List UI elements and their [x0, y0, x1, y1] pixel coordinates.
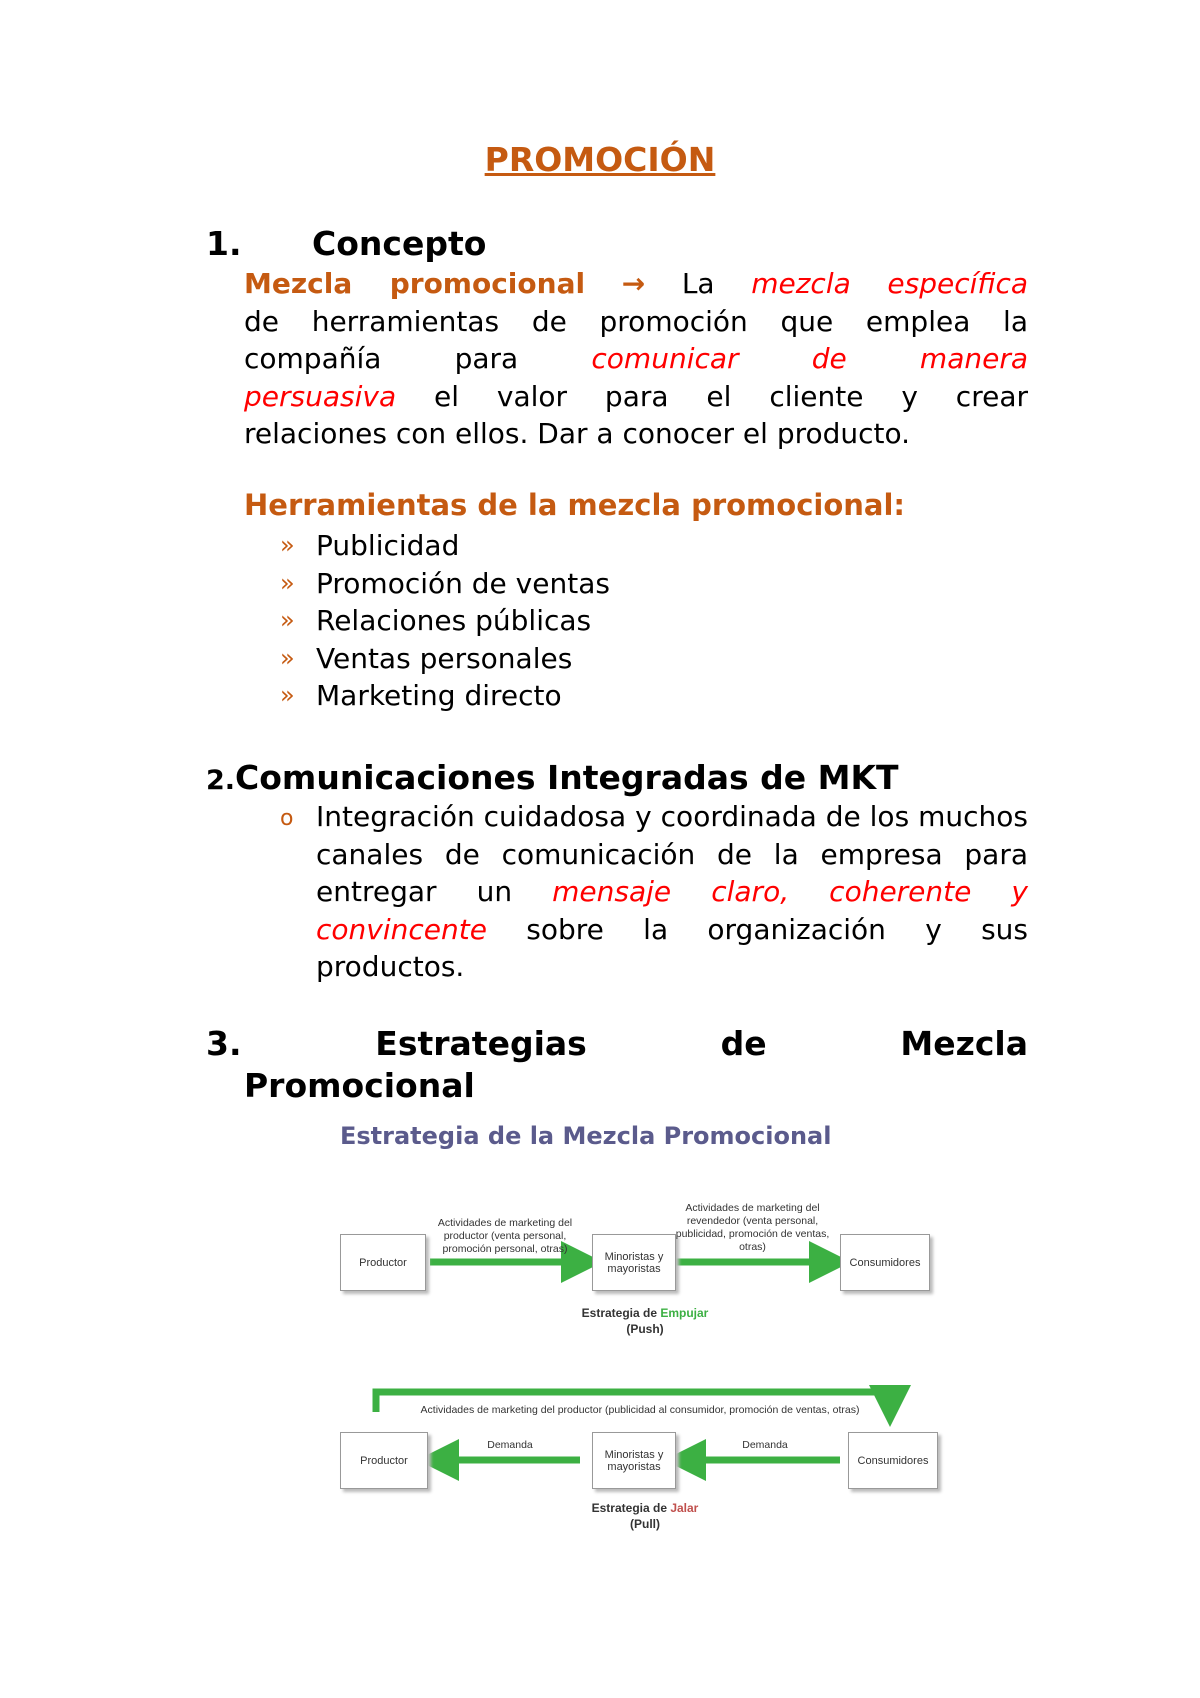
pull-caption-word: Jalar	[670, 1501, 699, 1515]
imc-definition	[280, 798, 1028, 986]
circle-bullet-icon: o	[280, 806, 294, 831]
pull-caption-paren: (Pull)	[630, 1517, 660, 1531]
pull-demand-2: Demanda	[742, 1439, 788, 1451]
push-label-2: Actividades de marketing del revendedor (venta personal, publicidad, promoción de ventas, otras)	[675, 1202, 830, 1253]
arrow-right-icon: →	[621, 267, 646, 300]
concept-text: La	[681, 267, 752, 300]
page-title: PROMOCIÓN	[484, 140, 716, 179]
concept-line-5	[244, 415, 1028, 453]
push-caption-word: Empujar	[660, 1306, 709, 1320]
concept-text: relaciones con ellos. Dar a conocer el producto.	[244, 417, 911, 450]
list-item-label: Marketing directo	[316, 679, 562, 712]
concept-highlight: mezcla específica	[751, 267, 1029, 300]
section-3-word: Estrategias	[375, 1024, 587, 1063]
section-1-number: 1.	[206, 224, 242, 263]
concept-text: de herramientas de promoción que emplea la	[244, 305, 1028, 338]
concept-line-1	[244, 265, 1028, 303]
pull-consumers-box: Consumidores	[848, 1432, 938, 1489]
imc-highlight: mensaje claro, coherente y convincente	[316, 875, 1028, 946]
section-3-number: 3.	[206, 1024, 242, 1063]
imc-text	[316, 798, 1028, 986]
bullet-icon: »	[280, 606, 295, 634]
pull-caption	[530, 1500, 760, 1532]
bullet-icon: »	[280, 643, 295, 672]
concept-text: compañía para	[244, 342, 592, 375]
section-3-heading	[206, 1024, 1028, 1063]
tools-list	[280, 527, 610, 715]
push-caption	[530, 1305, 760, 1337]
list-item	[280, 565, 610, 603]
list-item-label: Publicidad	[316, 529, 460, 562]
bullet-icon: »	[280, 531, 295, 559]
bullet-icon: »	[280, 568, 295, 597]
pull-caption-prefix: Estrategia de	[591, 1501, 671, 1515]
concept-line-3	[244, 340, 1028, 378]
list-item-label: Promoción de ventas	[316, 566, 610, 600]
push-caption-prefix: Estrategia de	[581, 1306, 661, 1320]
diagram-title: Estrategia de la Mezcla Promocional	[340, 1122, 832, 1150]
list-item-label: Relaciones públicas	[316, 604, 592, 637]
push-consumers-box: Consumidores	[840, 1234, 930, 1291]
section-1-title: Concepto	[312, 224, 487, 263]
bullet-icon: »	[280, 681, 295, 709]
section-2-heading	[206, 758, 899, 797]
imc-text-part: sobre la organización y sus productos.	[316, 912, 1028, 983]
list-item-label: Ventas personales	[316, 641, 573, 675]
pull-demand-1: Demanda	[487, 1439, 533, 1451]
section-3-word: Mezcla	[900, 1024, 1028, 1063]
list-item	[280, 527, 610, 565]
push-caption-paren: (Push)	[626, 1322, 664, 1336]
list-item	[280, 677, 610, 715]
section-3-heading-continued: Promocional	[244, 1066, 475, 1105]
concept-text: el valor para el cliente y crear	[396, 380, 1028, 413]
push-label-1: Actividades de marketing del productor (venta personal, promoción personal, otras)	[437, 1217, 573, 1255]
section-3-word: de	[720, 1024, 767, 1063]
section-2-title: Comunicaciones Integradas de MKT	[235, 758, 899, 797]
concept-term: Mezcla promocional	[244, 267, 586, 300]
push-producer-box: Productor	[340, 1234, 426, 1291]
push-retailers-box: Minoristas y mayoristas	[592, 1234, 676, 1291]
concept-line-2	[244, 303, 1028, 341]
pull-producer-box: Productor	[340, 1432, 428, 1489]
section-1-heading	[206, 224, 486, 263]
section-2-number: 2.	[206, 765, 236, 796]
pull-top-label: Actividades de marketing del productor (publicidad al consumidor, promoción de ventas, otras)	[420, 1404, 860, 1416]
imc-text-part: Integración cuidadosa y coordinada de los muchos canales de comunicación de la empresa para entregar un	[316, 800, 1028, 908]
promo-mix-diagram	[330, 1122, 950, 1532]
concept-highlight: comunicar de manera	[591, 342, 1028, 375]
list-item	[280, 602, 610, 640]
tools-heading: Herramientas de la mezcla promocional:	[244, 488, 905, 522]
concept-highlight: persuasiva	[244, 380, 397, 413]
concept-line-4	[244, 378, 1028, 416]
pull-retailers-box: Minoristas y mayoristas	[592, 1432, 676, 1489]
list-item	[280, 640, 610, 678]
